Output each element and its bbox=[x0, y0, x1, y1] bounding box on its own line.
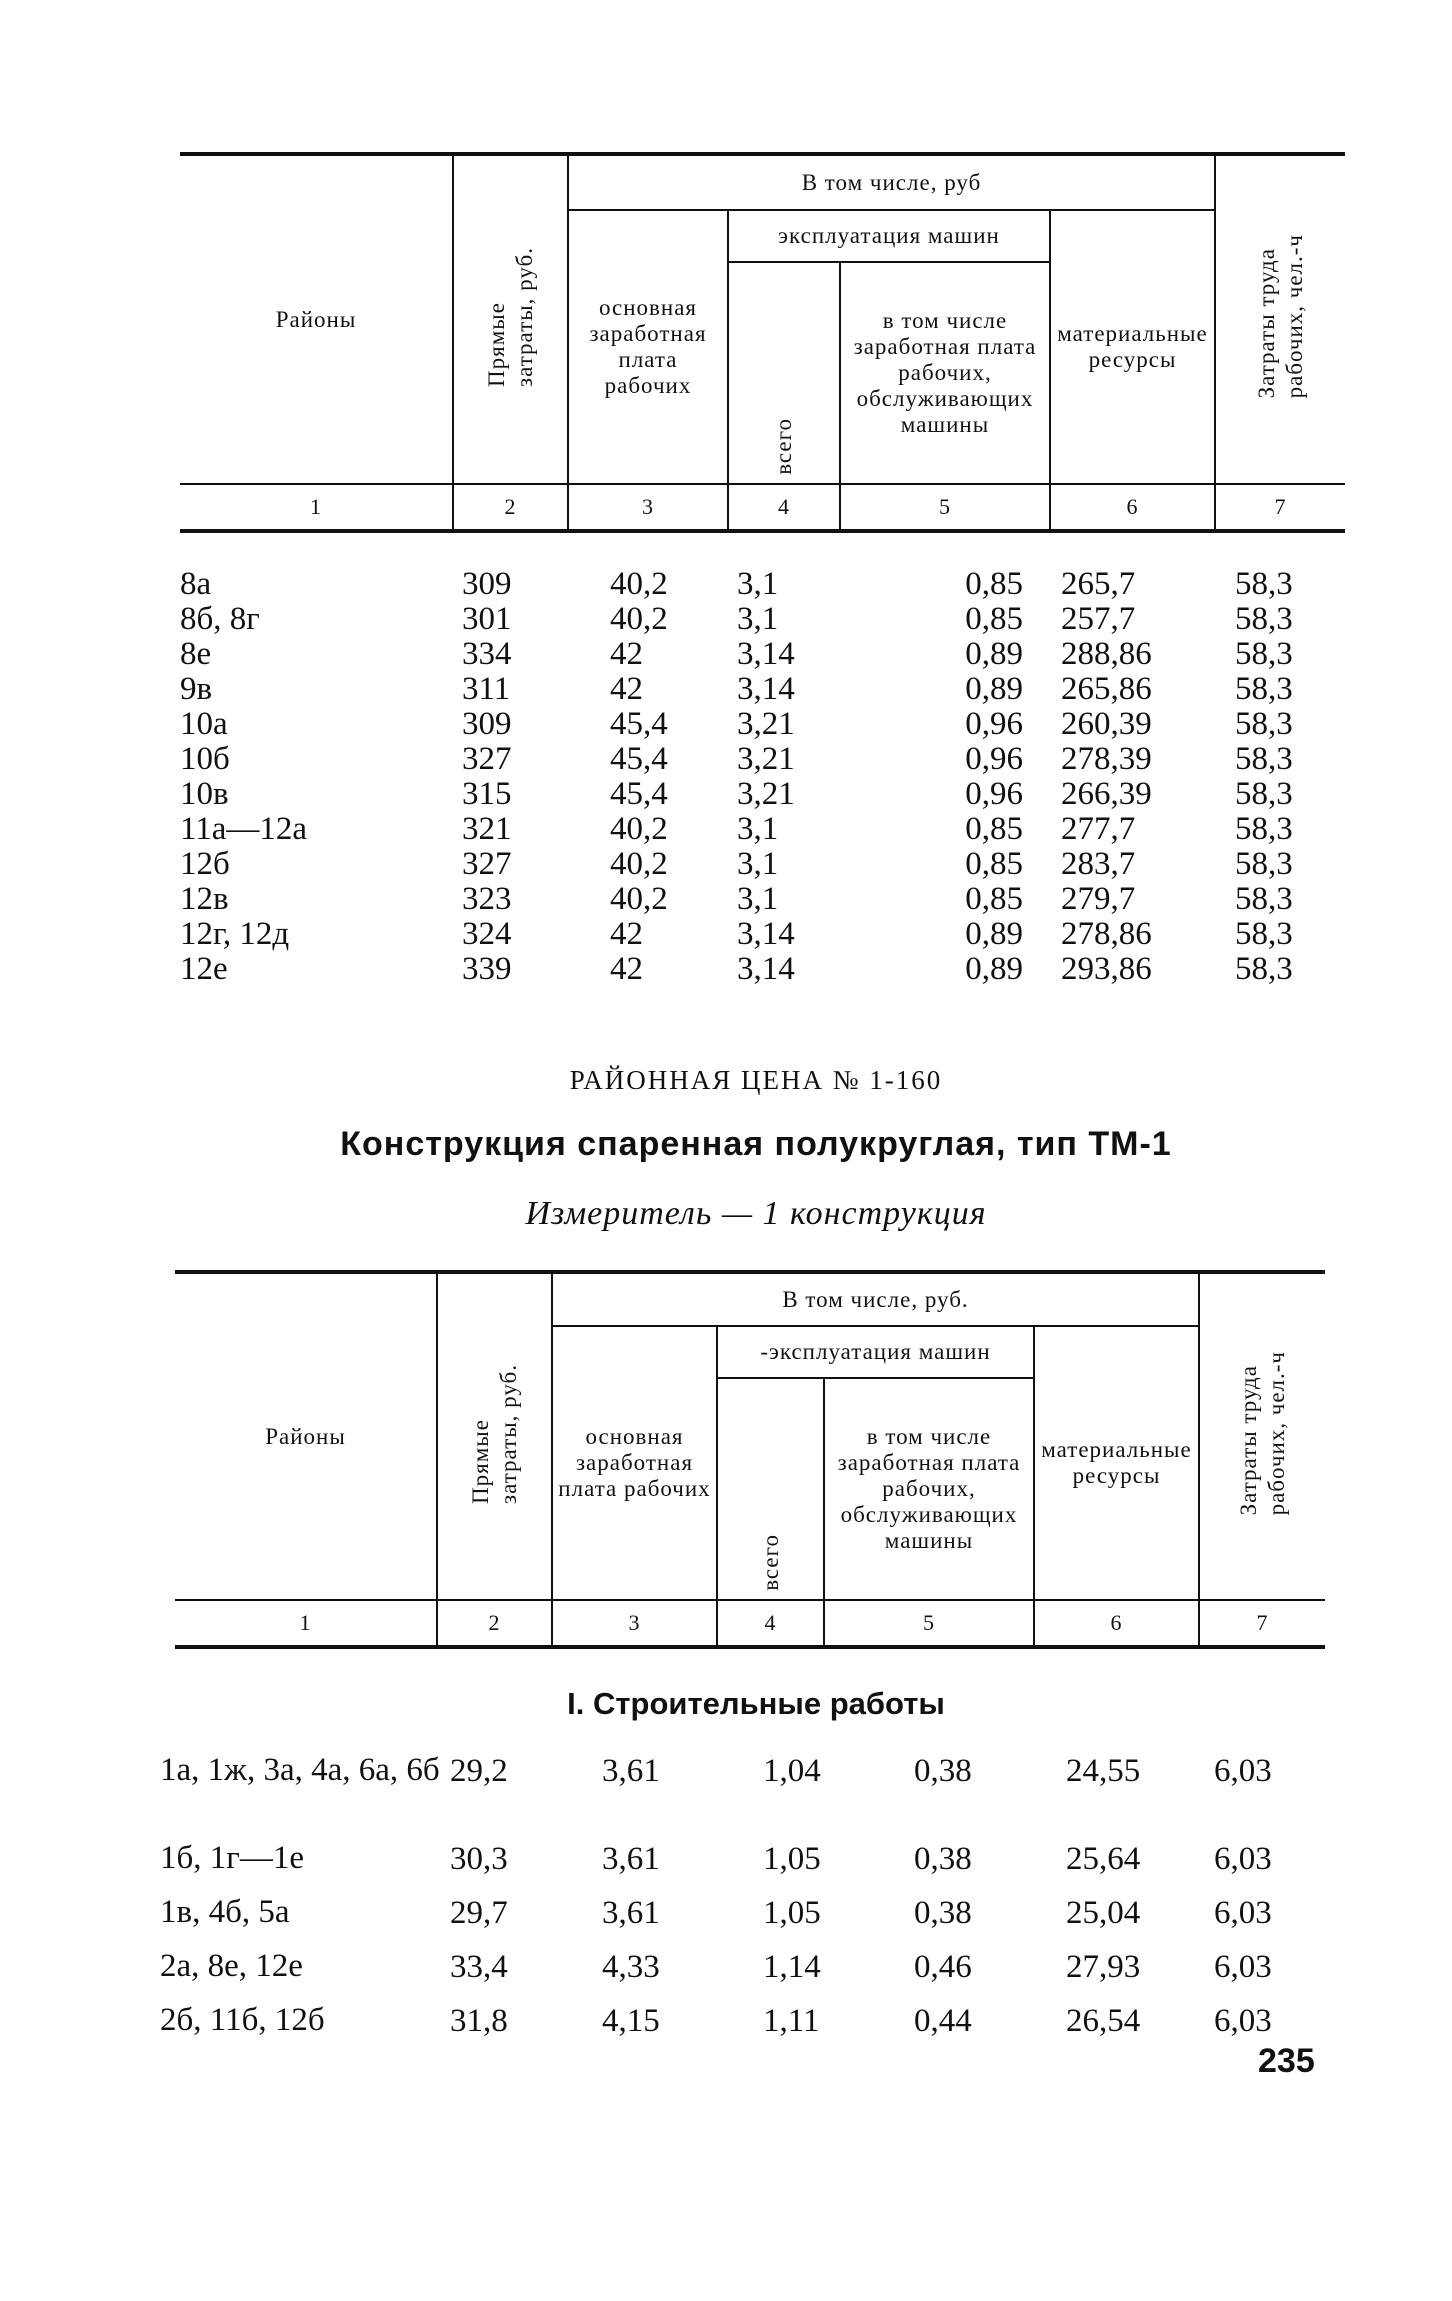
table1-colnum-2: 2 bbox=[453, 484, 568, 531]
table1-header-zatraty: Затраты труда рабочих, чел.-ч bbox=[1215, 154, 1345, 484]
table1-header-materialnye: материальные ресурсы bbox=[1050, 210, 1215, 484]
table1-body: 8а 309 40,2 3,1 0,85 265,7 58,3 8б, 8г 301 40,2 3,1 0,85 257,7 58,3 8е 334 42 3,14 0,89 288,86 58,3 9в 311 42 3,14 0,89 265,86 58,3 10а 309 45,4 3,21 0,96 260,39 58,3 10б 327 45,4 3,21 0,96 278,39 58,3 10в 315 45,4 3,21 0,96 266,39 58,3 11а—12а 321 40,2 3,1 0,85 277,7 58,3 12б 327 40,2 3,1 0,85 283,7 58,3 12в 323 40,2 3,1 0,85 279,7 58,3 12г, 12д 324 42 3,14 0,89 278,86 58,3 12е 339 42 3,14 0,89 293,86 58,3 bbox=[180, 566, 1293, 987]
table2-header-osnovnaya: основная заработная плата рабочих bbox=[552, 1326, 717, 1600]
table2-header-zatraty: Затраты труда рабочих, чел.-ч bbox=[1199, 1272, 1325, 1600]
table1-colnum-6: 6 bbox=[1050, 484, 1215, 531]
table1-colnum-3: 3 bbox=[568, 484, 728, 531]
table2-header-rayony: Районы bbox=[175, 1272, 437, 1600]
table2-header-vsego: всего bbox=[717, 1378, 824, 1600]
table1-header-zp-mashin: в том числе заработная плата рабочих, обслуживающих машины bbox=[840, 262, 1050, 484]
table1-header bbox=[180, 152, 1345, 533]
table2-colnum-6: 6 bbox=[1034, 1600, 1199, 1647]
construction-title: Конструкция спаренная полукруглая, тип ТМ-1 bbox=[340, 1125, 1172, 1163]
table1-header-pryamye: Прямые затраты, руб. bbox=[453, 154, 568, 484]
page-number: 235 bbox=[1258, 2042, 1315, 2080]
section-title: I. Строительные работы bbox=[567, 1686, 945, 1721]
table1-header-ekspluatatsiya: эксплуатация машин bbox=[728, 210, 1050, 262]
table2-header-ekspluatatsiya: -эксплуатация машин bbox=[717, 1326, 1034, 1378]
table2-colnum-5: 5 bbox=[824, 1600, 1034, 1647]
table2-colnum-4: 4 bbox=[717, 1600, 824, 1647]
table1-header-vsego: всего bbox=[728, 262, 840, 484]
table2-colnum-2: 2 bbox=[437, 1600, 552, 1647]
table2-colnum-7: 7 bbox=[1199, 1600, 1325, 1647]
table2-body: 1а, 1ж, 3а, 4а, 6а, 6б 29,2 3,61 1,04 0,38 24,55 6,03 1б, 1г—1е 30,3 3,61 1,05 0,38 25,64 6,03 1в, 4б, 5а 29,7 3,61 1,05 0,38 25,04 6,03 2а, 8е, 12е 33,4 4,33 1,14 0,46 27,93 6,03 2б, 11б, 12б 31,8 4,15 1,11 0,44 26,54 6,03 bbox=[160, 1752, 1272, 2039]
table1-colnum-7: 7 bbox=[1215, 484, 1345, 531]
table2-header-materialnye: материальные ресурсы bbox=[1034, 1326, 1199, 1600]
table1-colnum-5: 5 bbox=[840, 484, 1050, 531]
table1-colnum-1: 1 bbox=[180, 484, 453, 531]
table2-header-v-tom-chisle: В том числе, руб. bbox=[552, 1272, 1199, 1326]
table1-header-v-tom-chisle: В том числе, руб bbox=[568, 154, 1215, 210]
price-heading: РАЙОННАЯ ЦЕНА № 1-160 bbox=[569, 1065, 943, 1095]
table1-colnum-4: 4 bbox=[728, 484, 840, 531]
table2-header-pryamye: Прямые затраты, руб. bbox=[437, 1272, 552, 1600]
table2-colnum-1: 1 bbox=[175, 1600, 437, 1647]
table1-header-rayony: Районы bbox=[180, 154, 453, 484]
table2-header bbox=[175, 1270, 1325, 1649]
table1-header-osnovnaya: основная заработная плата рабочих bbox=[568, 210, 728, 484]
table2-header-zp-mashin: в том числе заработная плата рабочих, обслуживающих машины bbox=[824, 1378, 1034, 1600]
measure-line: Измеритель — 1 конструкция bbox=[525, 1195, 987, 1232]
table2-colnum-3: 3 bbox=[552, 1600, 717, 1647]
